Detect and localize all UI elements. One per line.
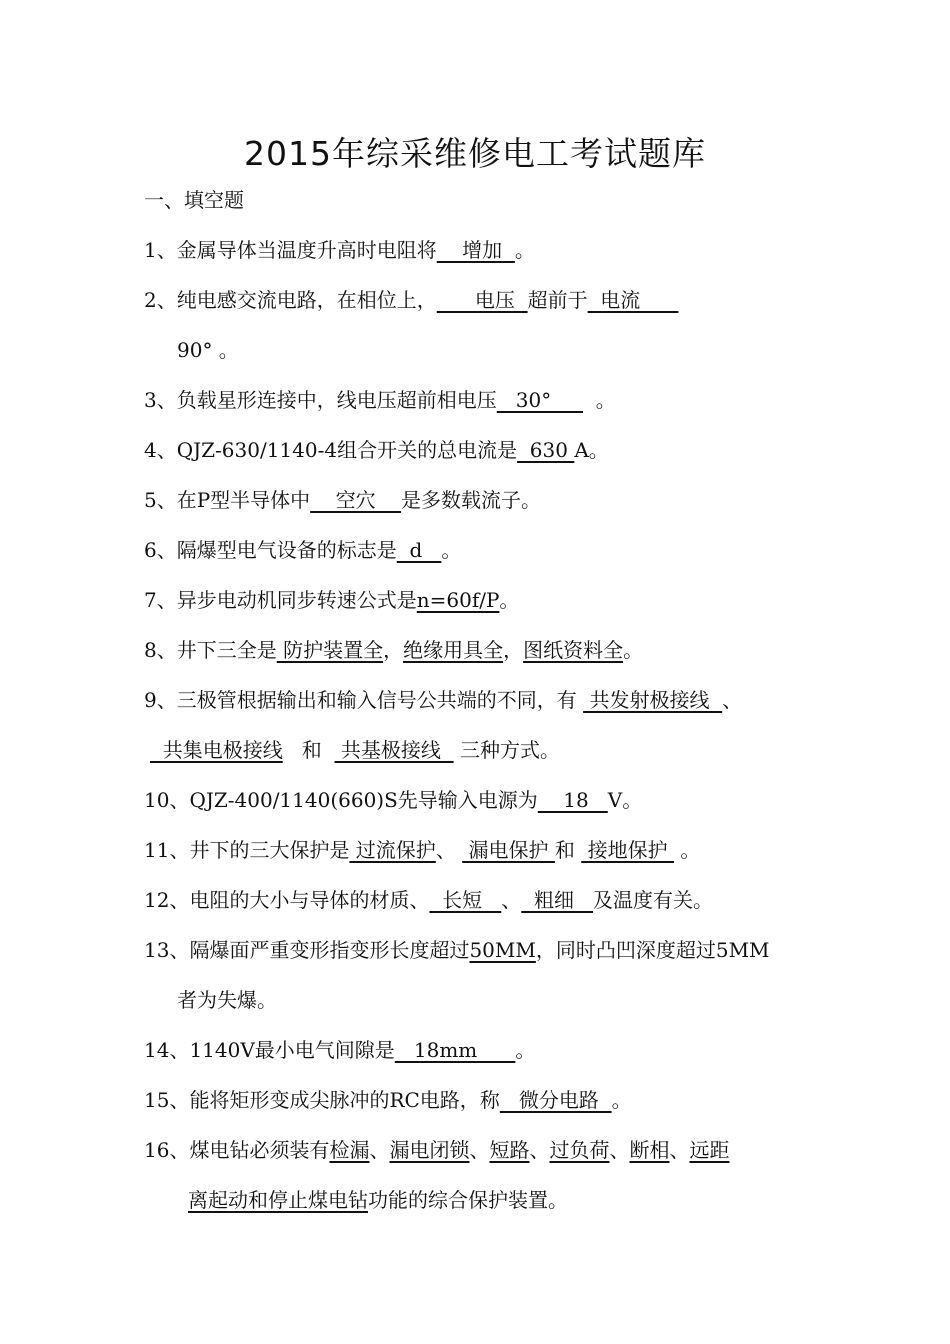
answer-7: n=60f/P <box>416 588 500 612</box>
answer-16g: 离起动和停止煤电钻 <box>188 1188 368 1212</box>
question-13: 13、隔爆面严重变形指变形长度超过50MM，同时凸凹深度超过5MM <box>144 938 770 962</box>
answer-9b: 共集电极接线 <box>150 738 283 762</box>
page-title: 2015年综采维修电工考试题库 <box>244 134 706 173</box>
answer-3: 30° <box>496 388 584 412</box>
question-13-continued: 者为失爆。 <box>177 988 277 1012</box>
answer-12a: 长短 <box>429 888 502 912</box>
answer-5: 空穴 <box>310 488 402 512</box>
question-9: 9、三极管根据输出和输入信号公共端的不同，有 共发射极接线 、 <box>144 688 743 712</box>
question-12: 12、电阻的大小与导体的材质、 长短 、 粗细 及温度有关。 <box>144 888 714 912</box>
question-4: 4、QJZ-630/1140-4组合开关的总电流是 630 A。 <box>144 438 609 462</box>
answer-16e: 断相 <box>629 1138 670 1162</box>
answer-14: 18mm <box>394 1038 516 1062</box>
answer-16b: 漏电闭锁 <box>389 1138 470 1162</box>
answer-16a: 检漏 <box>329 1138 370 1162</box>
answer-16c: 短路 <box>489 1138 530 1162</box>
question-14: 14、1140V最小电气间隙是 18mm 。 <box>144 1038 536 1062</box>
answer-16d: 过负荷 <box>549 1138 610 1162</box>
answer-11b: 漏电保护 <box>462 838 555 862</box>
answer-8a: 防护装置全 <box>276 638 384 662</box>
answer-15: 微分电路 <box>499 1088 612 1112</box>
answer-8c: 图纸资料全 <box>523 638 624 662</box>
question-7: 7、异步电动机同步转速公式是n=60f/P。 <box>144 588 520 612</box>
answer-4: 630 <box>517 438 575 462</box>
question-9-continued: 共集电极接线 和 共基极接线 三种方式。 <box>150 738 560 762</box>
answer-9c: 共基极接线 <box>334 738 454 762</box>
question-11: 11、井下的三大保护是 过流保护、 漏电保护 和 接地保护 。 <box>144 838 701 862</box>
answer-1: 增加 <box>436 238 515 262</box>
question-2-continued: 90° 。 <box>177 338 239 362</box>
question-10: 10、QJZ-400/1140(660)S先导输入电源为 18 V。 <box>144 788 643 812</box>
question-15: 15、能将矩形变成尖脉冲的RC电路，称 微分电路 。 <box>144 1088 632 1112</box>
question-16: 16、煤电钻必须装有检漏、漏电闭锁、短路、过负荷、断相、远距 <box>144 1138 730 1162</box>
question-8: 8、井下三全是 防护装置全，绝缘用具全，图纸资料全。 <box>144 638 644 662</box>
answer-13: 50MM <box>469 938 536 962</box>
answer-11a: 过流保护 <box>349 838 436 862</box>
question-16-continued: 离起动和停止煤电钻功能的综合保护装置。 <box>188 1188 568 1212</box>
question-5: 5、在P型半导体中 空穴 是多数载流子。 <box>144 488 542 512</box>
question-3: 3、负载星形连接中，线电压超前相电压 30° 。 <box>144 388 616 412</box>
answer-2a: 电压 <box>436 288 528 312</box>
answer-16f: 远距 <box>689 1138 730 1162</box>
answer-12b: 粗细 <box>521 888 594 912</box>
answer-6: d <box>396 538 442 562</box>
answer-10: 18 <box>537 788 608 812</box>
answer-2b: 电流 <box>587 288 679 312</box>
question-6: 6、隔爆型电气设备的标志是 d 。 <box>144 538 462 562</box>
question-1: 1、金属导体当温度升高时电阻将 增加 。 <box>144 238 535 262</box>
section-heading: 一、填空题 <box>144 188 244 212</box>
answer-9a: 共发射极接线 <box>583 688 723 712</box>
answer-11c: 接地保护 <box>581 838 674 862</box>
answer-8b: 绝缘用具全 <box>403 638 504 662</box>
question-2: 2、纯电感交流电路，在相位上， 电压 超前于 电流 <box>144 288 679 312</box>
